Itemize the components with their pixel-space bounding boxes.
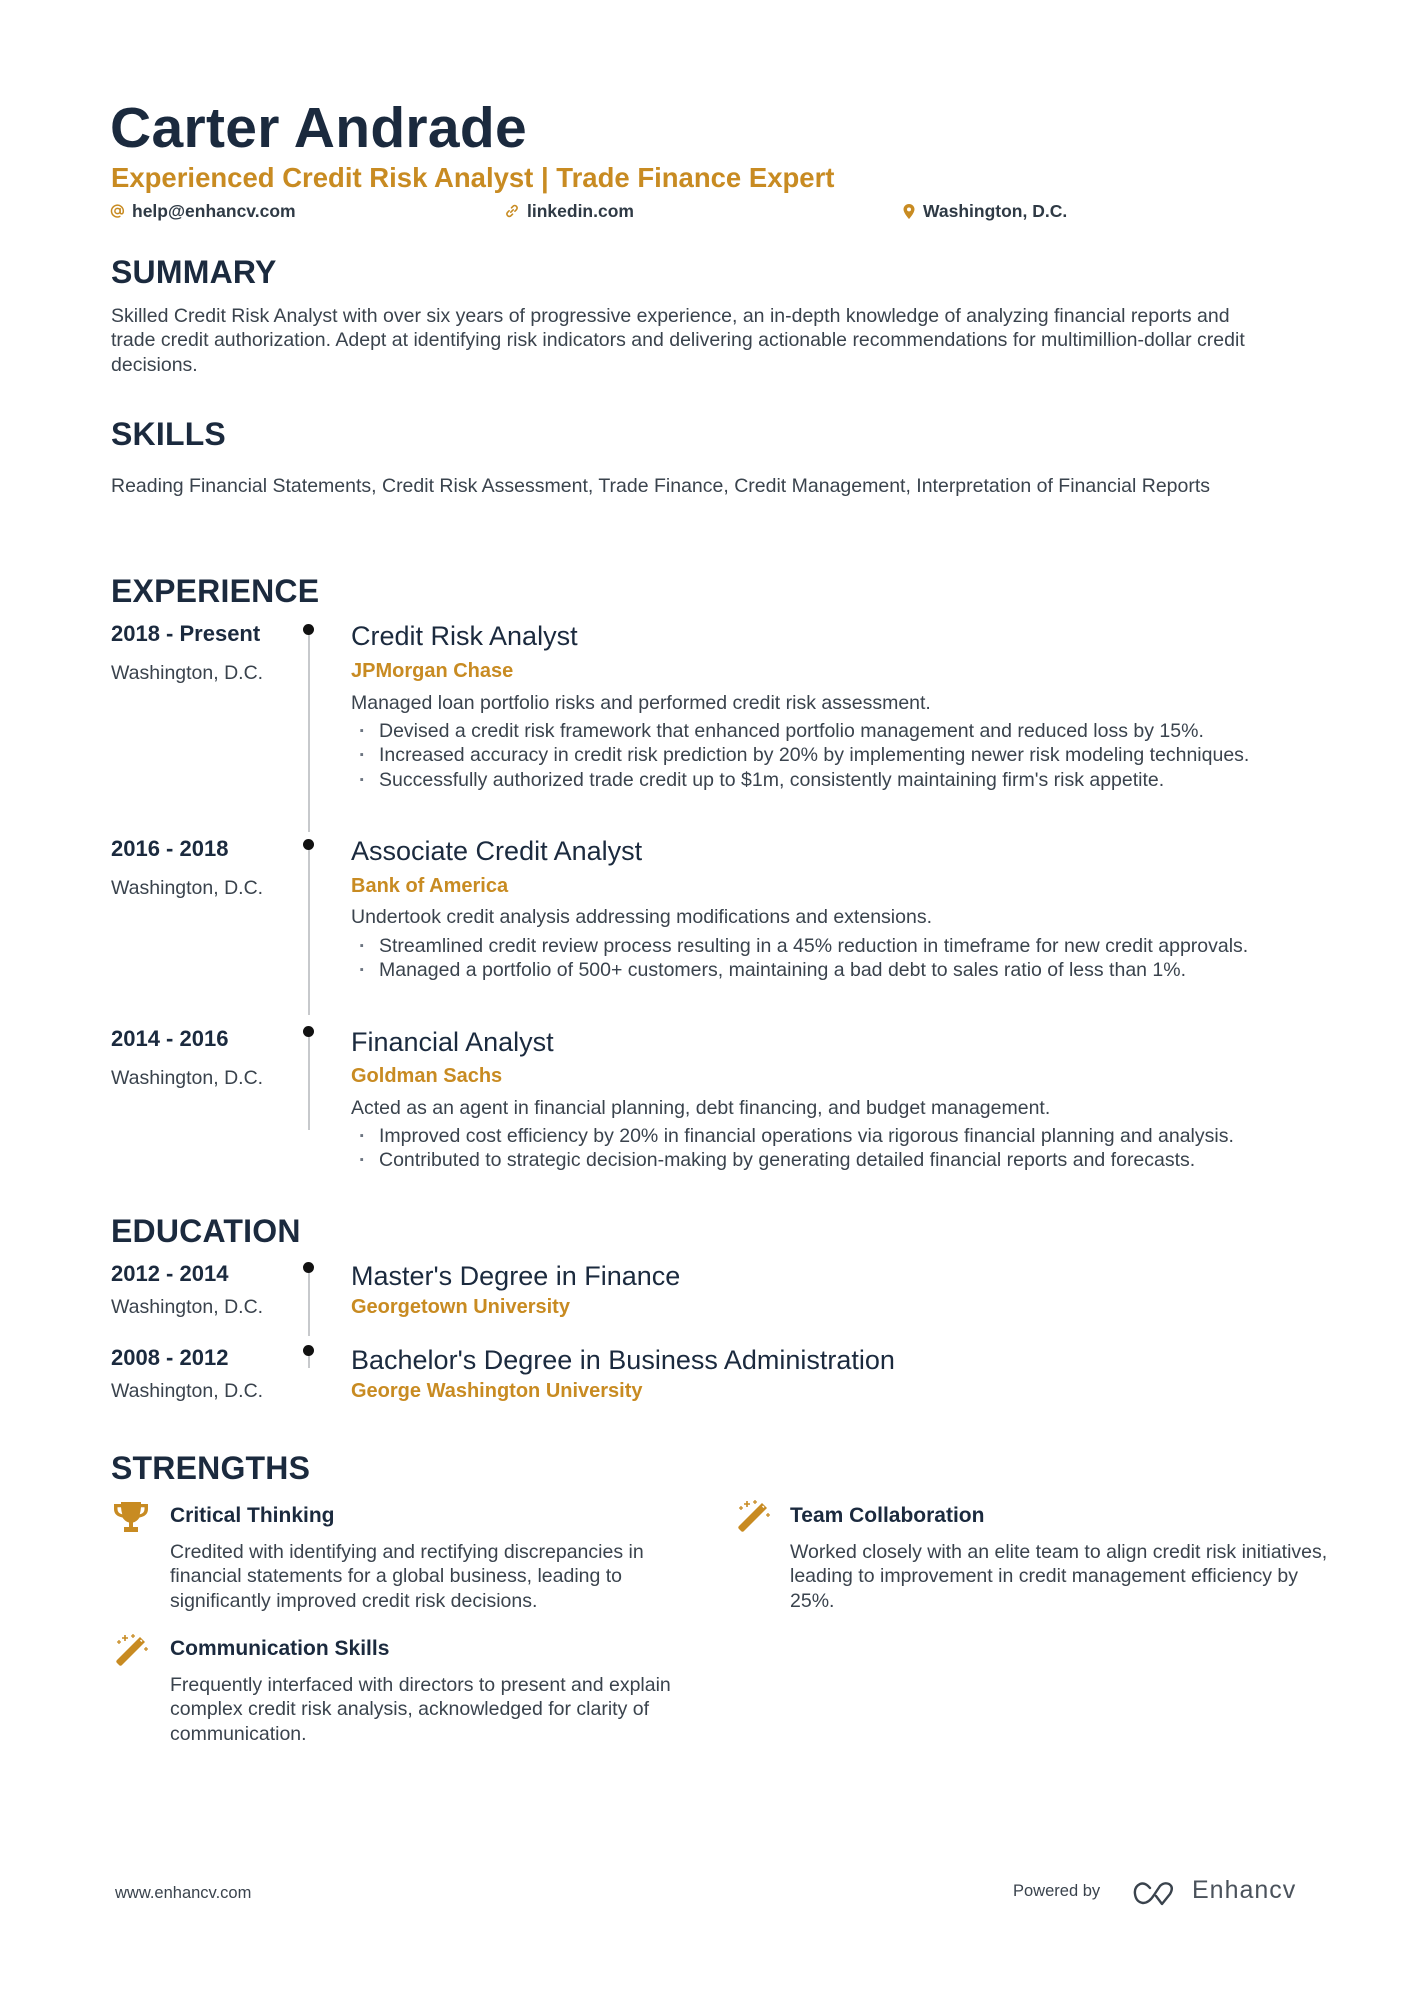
education-school: Georgetown University <box>351 1296 570 1318</box>
link-icon <box>504 203 520 219</box>
strength-description: Worked closely with an elite team to align credit risk initiatives, leading to improvement in credit management efficiency by 25%. <box>790 1541 1328 1612</box>
trophy-icon <box>113 1500 149 1536</box>
experience-title: Associate Credit Analyst <box>351 836 643 866</box>
contact-location <box>902 200 1067 222</box>
at-icon <box>110 203 125 219</box>
timeline-dot <box>303 624 314 635</box>
section-title-education: EDUCATION <box>111 1213 301 1249</box>
bullet-item: · Contributed to strategic decision-making by generating detailed financial reports and forecasts. <box>351 1148 1311 1172</box>
experience-location: Washington, D.C. <box>111 877 264 899</box>
experience-dates: 2016 - 2018 <box>111 836 229 861</box>
experience-title: Credit Risk Analyst <box>351 621 578 651</box>
education-degree: Master's Degree in Finance <box>351 1261 681 1291</box>
enhancv-brand-name[interactable]: Enhancv <box>1192 1876 1297 1904</box>
experience-location: Washington, D.C. <box>111 662 264 684</box>
bullet-item: · Increased accuracy in credit risk prediction by 20% by implementing newer risk modeling techniques. <box>351 743 1311 767</box>
timeline-dot <box>303 1262 314 1273</box>
timeline-line <box>308 1268 310 1336</box>
experience-company: Bank of America <box>351 875 509 897</box>
contact-location-text: Washington, D.C. <box>923 200 1068 221</box>
timeline-line <box>308 845 310 1015</box>
experience-bullets <box>351 719 1311 792</box>
magic-wand-icon <box>113 1632 149 1668</box>
timeline-line <box>308 630 310 832</box>
strength-title: Communication Skills <box>170 1637 390 1660</box>
section-title-skills: SKILLS <box>111 416 226 452</box>
education-dates: 2008 - 2012 <box>111 1345 229 1370</box>
education-dates: 2012 - 2014 <box>111 1261 229 1286</box>
experience-bullets <box>351 934 1311 983</box>
education-location: Washington, D.C. <box>111 1296 264 1318</box>
timeline-dot <box>303 839 314 850</box>
strength-description: Credited with identifying and rectifying discrepancies in financial statements for a global business, leading to significantly improved credit risk decisions. <box>170 1541 644 1612</box>
experience-title: Financial Analyst <box>351 1027 554 1057</box>
contact-email[interactable] <box>110 200 296 222</box>
candidate-name: Carter Andrade <box>110 96 528 160</box>
strength-description: Frequently interfaced with directors to present and explain complex credit risk analysis, acknowledged for clarity of communication. <box>170 1674 671 1745</box>
magic-wand-icon <box>735 1498 771 1534</box>
section-title-experience: EXPERIENCE <box>111 573 320 609</box>
location-pin-icon <box>902 203 916 220</box>
enhancv-logo-icon[interactable] <box>1132 1880 1180 1908</box>
skills-text: Reading Financial Statements, Credit Risk Assessment, Trade Finance, Credit Management, Interpretation of Financial Reports <box>111 475 1211 497</box>
education-location: Washington, D.C. <box>111 1380 264 1402</box>
experience-description: Undertook credit analysis addressing modifications and extensions. <box>351 906 932 928</box>
bullet-item: · Managed a portfolio of 500+ customers, maintaining a bad debt to sales ratio of less than 1%. <box>351 958 1311 982</box>
experience-description: Managed loan portfolio risks and performed credit risk assessment. <box>351 692 931 714</box>
experience-location: Washington, D.C. <box>111 1067 264 1089</box>
bullet-item: · Improved cost efficiency by 20% in financial operations via rigorous financial planning and analysis. <box>351 1124 1311 1148</box>
bullet-item: · Streamlined credit review process resulting in a 45% reduction in timeframe for new credit approvals. <box>351 934 1311 958</box>
experience-company: Goldman Sachs <box>351 1065 503 1087</box>
experience-dates: 2014 - 2016 <box>111 1026 229 1051</box>
strength-title: Team Collaboration <box>790 1504 985 1527</box>
timeline-dot <box>303 1345 314 1356</box>
experience-company: JPMorgan Chase <box>351 660 514 682</box>
experience-bullets <box>351 1124 1311 1173</box>
contact-linkedin-text: linkedin.com <box>527 200 634 221</box>
strength-title: Critical Thinking <box>170 1504 335 1527</box>
candidate-headline: Experienced Credit Risk Analyst | Trade Finance Expert <box>111 162 835 193</box>
section-title-strengths: STRENGTHS <box>111 1450 311 1486</box>
summary-text: Skilled Credit Risk Analyst with over six years of progressive experience, an in-depth knowledge of analyzing financial reports and trade credit authorization. Adept at identifying risk indicators and delivering actionable recommendations for multimillion-dollar credit decisions. <box>111 305 1245 376</box>
education-school: George Washington University <box>351 1380 643 1402</box>
powered-by-label: Powered by <box>1013 1882 1101 1900</box>
timeline-dot <box>303 1026 314 1037</box>
bullet-item: · Devised a credit risk framework that enhanced portfolio management and reduced loss by 15%. <box>351 719 1311 743</box>
timeline-line <box>308 1036 310 1130</box>
contact-linkedin[interactable] <box>504 200 634 222</box>
experience-description: Acted as an agent in financial planning, debt financing, and budget management. <box>351 1097 1051 1119</box>
education-degree: Bachelor's Degree in Business Administration <box>351 1345 895 1375</box>
experience-dates: 2018 - Present <box>111 621 261 646</box>
contact-email-text: help@enhancv.com <box>132 200 296 221</box>
bullet-item: · Successfully authorized trade credit up to $1m, consistently maintaining firm's risk appetite. <box>351 768 1311 792</box>
footer-website-link[interactable]: www.enhancv.com <box>115 1884 252 1902</box>
section-title-summary: SUMMARY <box>111 254 277 290</box>
